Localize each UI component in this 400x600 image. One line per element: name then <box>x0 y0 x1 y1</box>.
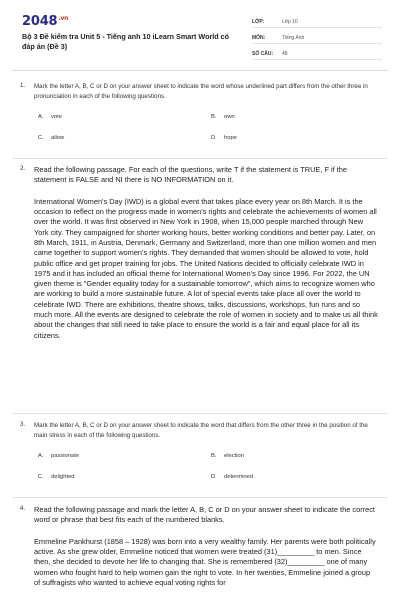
option-c[interactable] <box>38 135 64 141</box>
option-text: allow <box>51 135 65 141</box>
question-body <box>34 82 378 158</box>
question-text: Mark the letter A, B, C or D on your answer sheet to indicate the word that differs from the other three in the position of the main stress in each of the following questions. <box>34 422 368 439</box>
question-divider <box>12 413 388 414</box>
meta-row-class <box>252 16 382 28</box>
question-body <box>34 165 378 341</box>
option-text: passionate <box>51 453 80 459</box>
question-number: 1. <box>20 82 26 89</box>
question-number: 4. <box>20 505 26 512</box>
option-text: own <box>224 114 235 120</box>
question-number: 3. <box>20 421 26 428</box>
header-divider <box>12 70 388 71</box>
site-logo[interactable] <box>22 14 68 29</box>
option-a[interactable] <box>38 453 79 459</box>
meta-row-count <box>252 48 382 60</box>
answer-options <box>34 114 378 158</box>
document-meta <box>252 16 382 64</box>
logo-suffix: .vn <box>58 14 69 22</box>
option-b[interactable] <box>211 453 244 459</box>
question-text: Read the following passage and mark the letter A, B, C or D on your answer sheet to indicate the correct word or phrase that best fits each of the numbered blanks. <box>34 505 375 525</box>
option-d[interactable] <box>211 135 237 141</box>
option-letter: D. <box>211 135 217 141</box>
question-text: Read the following passage. For each of the questions, write T if the statement is TRUE, F if the statement is FALSE and NI there is NO INFORMATION on it. <box>34 165 348 185</box>
option-a[interactable] <box>38 114 62 120</box>
question-divider <box>12 497 388 498</box>
option-letter: D. <box>211 474 217 480</box>
logo-text: 2048 <box>22 14 58 29</box>
option-text: delighted <box>51 474 75 480</box>
question-divider <box>12 158 388 159</box>
meta-row-subject <box>252 32 382 44</box>
document-header <box>0 0 400 62</box>
option-c[interactable] <box>38 474 75 480</box>
question-number: 2. <box>20 165 26 172</box>
option-text: election <box>224 453 244 459</box>
option-letter: A. <box>38 453 44 459</box>
meta-label: LỚP: <box>252 18 265 25</box>
option-text: vote <box>51 114 62 120</box>
option-letter: C. <box>38 135 44 141</box>
meta-value: Tiếng Anh <box>282 34 305 41</box>
answer-options <box>34 453 378 497</box>
question-body <box>34 505 378 588</box>
option-letter: A. <box>38 114 44 120</box>
option-d[interactable] <box>211 474 253 480</box>
question-text: Mark the letter A, B, C or D on your answer sheet to indicate the word whose underlined part differs from the other three in pronunciation in each of the following questions. <box>34 83 368 100</box>
meta-value: 48 <box>282 50 288 57</box>
option-text: hope <box>224 135 237 141</box>
option-letter: B. <box>211 453 217 459</box>
meta-value: Lớp 10 <box>282 18 298 25</box>
option-letter: C. <box>38 474 44 480</box>
reading-passage: International Women's Day (IWD) is a global event that takes place every year on 8th March. It is the occasion to reflect on the progress made in women's rights and celebrate the achievements of women all over the world. It was first observed in New York in 1908, when 15,000 people marched through New York city. They campaigned for shorter working hours, better working conditions and better pay. Later, on 8th March, 1911, in Austria, Denmark, Germany and Switzerland, more than one million women and men came together to support women's rights. They demanded that women should be allowed to vote, hold public office and get proper training for jobs. The United Nations decided to officially celebrate IWD in 1975 and it has included an official theme for International Women's Day since 1996. For 2022, the UN given theme is "Gender equality today for a sustainable tomorrow", which aims to recognize women who are working to build a more sustainable future. A lot of special events take place all over the world to celebrate IWD. There are exhibitions, theatre shows, talks, discussions, workshops, fun runs and so much more. All the events are designed to celebrate the role of women in society and to make us all think about the changes that still need to take place to ensure the world is a fair and equal place for all its citizens. <box>34 196 378 340</box>
option-b[interactable] <box>211 114 235 120</box>
document-title: Bộ 3 Đề kiểm tra Unit 5 - Tiếng anh 10 iLearn Smart World có đáp án (Đề 3) <box>22 32 230 51</box>
meta-label: MÔN: <box>252 34 266 41</box>
option-text: determined <box>224 474 254 480</box>
meta-label: SỐ CÂU: <box>252 50 274 57</box>
question-body <box>34 421 378 497</box>
reading-passage: Emmeline Pankhurst (1858 – 1928) was born into a very wealthy family. Her parents were both politically active. As she grew older, Emmeline noticed that women were treated (31)_________ to men. Since then, she decided to devote her life to changing that. She is remembered (32)_________ one of many women who fought hard to help women gain the right to vote. In her twenties, Emmeline joined a group of suffragists who wanted to achieve equal voting rights for <box>34 536 376 587</box>
option-letter: B. <box>211 114 217 120</box>
